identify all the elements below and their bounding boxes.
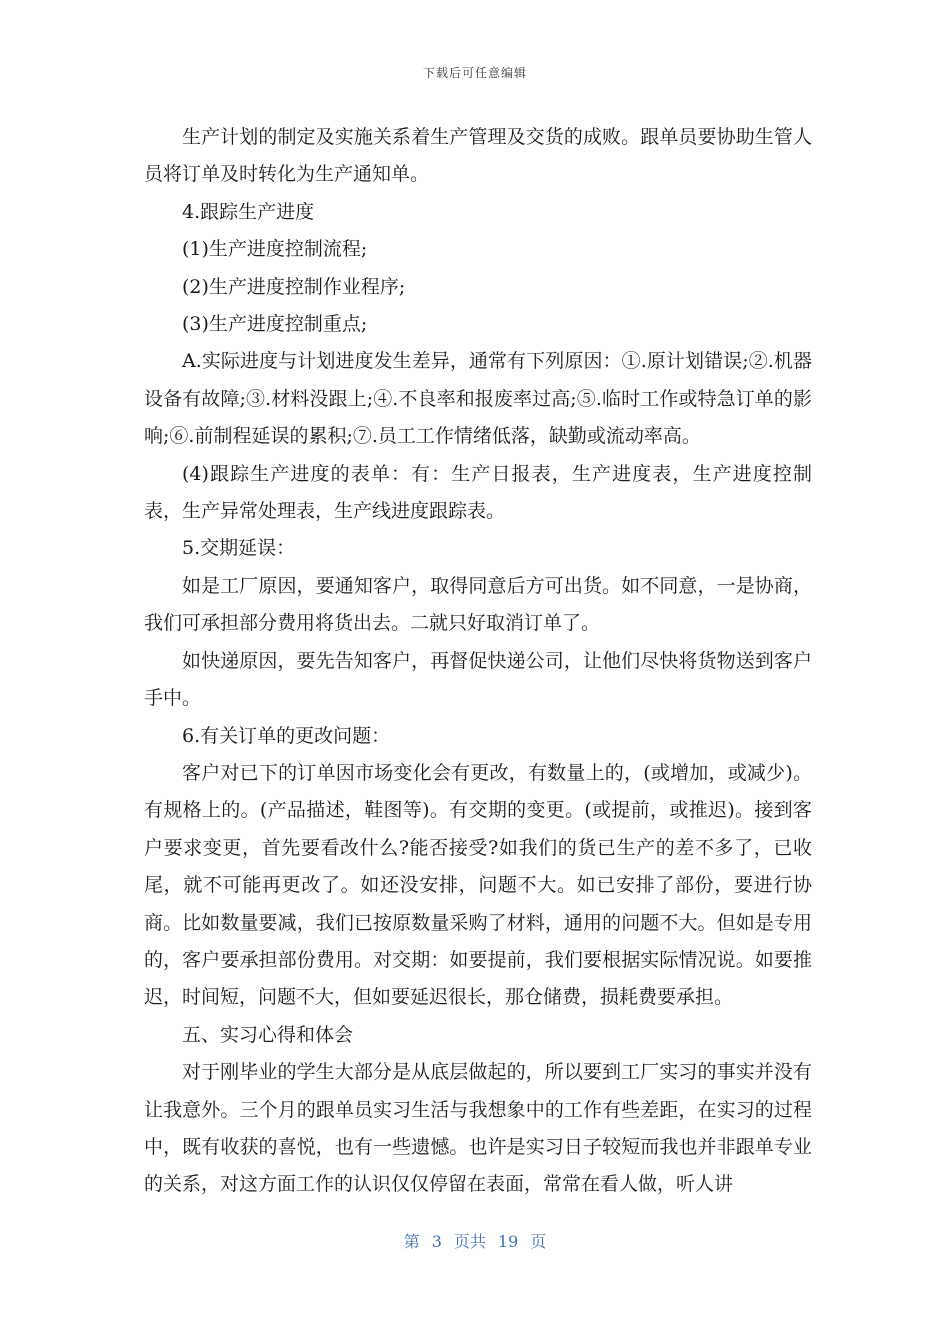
list-item-3: (3)生产进度控制重点;: [182, 313, 368, 336]
page-header: 下载后可任意编辑: [422, 66, 527, 80]
footer-suffix: 页: [530, 1232, 547, 1251]
footer-current-page: 3: [431, 1232, 442, 1251]
heading-delivery-delay: 5.交期延误：: [182, 537, 296, 560]
paragraph-order-changes: 客户对已下的订单因市场变化会有更改，有数量上的，(或增加，或减少)。有规格上的。(产品描述，鞋图等)。有交期的变更。(或提前，或推迟)。接到客户要求变更，首先要看改什么?能否接受?如我们的货已生产的差不多了，已收尾，就不可能再更改了。如还没安排，问题不大。如已安排了部份，要进行协商。比如数量要减，我们已按原数量采购了材料，通用的问题不大。但如是专用的，客户要承担部份费用。对交期：如要提前，我们要根据实际情况说。如要推迟，时间短，问题不大，但如要延迟很长，那仓储费，损耗费要承担。: [144, 761, 812, 1009]
footer-middle: 页共: [453, 1232, 486, 1251]
list-item-1: (1)生产进度控制流程;: [182, 238, 368, 261]
paragraph-internship-reflection: 对于刚毕业的学生大部分是从底层做起的，所以要到工厂实习的事实并没有让我意外。三个月的跟单员实习生活与我想象中的工作有些差距，在实习的过程中，既有收获的喜悦，也有一些遗憾。也许是实习日子较短而我也并非跟单专业的关系，对这方面工作的认识仅仅停留在表面，常常在看人做，听人讲: [144, 1061, 812, 1196]
heading-order-changes: 6.有关订单的更改问题：: [182, 724, 391, 747]
paragraph-courier-reason: 如快递原因，要先告知客户，再督促快递公司，让他们尽快将货物送到客户手中。: [144, 649, 812, 710]
heading-track-progress: 4.跟踪生产进度: [182, 200, 315, 223]
page-footer: [0, 1229, 950, 1252]
document-body: [144, 119, 812, 1204]
footer-prefix: 第: [403, 1232, 420, 1251]
heading-internship-reflection: 五、实习心得和体会: [182, 1023, 354, 1046]
paragraph-factory-reason: 如是工厂原因，要通知客户，取得同意后方可出货。如不同意，一是协商，我们可承担部分费用将货出去。二就只好取消订单了。: [144, 574, 812, 635]
paragraph-production-plan: 生产计划的制定及实施关系着生产管理及交货的成败。跟单员要协助生管人员将订单及时转化为生产通知单。: [144, 126, 812, 186]
list-item-4: (4)跟踪生产进度的表单：有：生产日报表，生产进度表，生产进度控制表，生产异常处理表，生产线进度跟踪表。: [144, 462, 812, 523]
list-item-2: (2)生产进度控制作业程序;: [182, 275, 406, 298]
paragraph-delay-reasons: A.实际进度与计划进度发生差异，通常有下列原因：①.原计划错误;②.机器设备有故障;③.材料没跟上;④.不良率和报废率过高;⑤.临时工作或特急订单的影响;⑥.前制程延误的累积;⑦.员工工作情绪低落，缺勤或流动率高。: [144, 350, 812, 448]
footer-total-pages: 19: [497, 1232, 519, 1251]
